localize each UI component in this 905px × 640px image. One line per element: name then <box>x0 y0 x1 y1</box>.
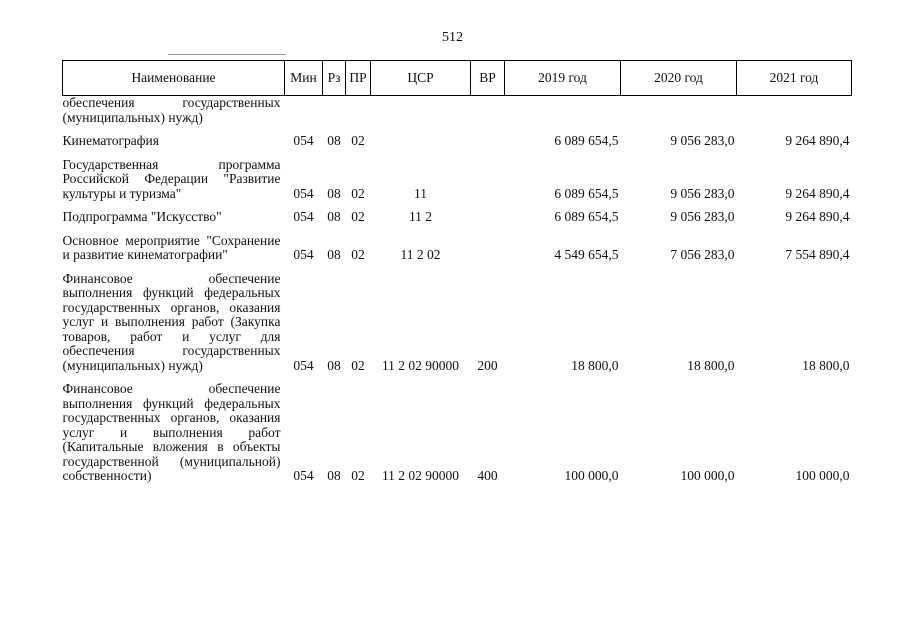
row-value-2021: 7 554 890,4 <box>785 247 850 262</box>
col-header-csr: ЦСР <box>371 61 471 96</box>
row-vr: 400 <box>477 468 498 483</box>
col-header-pr: ПР <box>346 61 371 96</box>
row-min: 054 <box>293 357 314 373</box>
row-csr: 11 2 02 90000 <box>381 357 460 373</box>
row-vr <box>471 158 505 202</box>
row-min <box>285 96 323 126</box>
col-header-name: Наименование <box>63 61 285 96</box>
top-rule <box>168 54 286 55</box>
col-header-min: Мин <box>285 61 323 96</box>
row-vr <box>471 96 505 126</box>
row-value-2021: 9 264 890,4 <box>785 185 850 201</box>
table-header-row <box>63 61 852 96</box>
row-rz: 08 <box>327 133 341 148</box>
row-value-2021 <box>737 96 852 126</box>
row-value-2020: 18 800,0 <box>687 357 735 373</box>
col-header-2021: 2021 год <box>737 61 852 96</box>
row-vr: 200 <box>477 357 498 373</box>
page-number: 512 <box>442 30 463 45</box>
row-rz: 08 <box>327 468 341 483</box>
row-value-2019: 6 089 654,5 <box>554 185 619 201</box>
row-name: Основное мероприятие "Сохранение и развитие кинематографии" <box>62 232 281 262</box>
col-header-rz: Рз <box>323 61 346 96</box>
row-min: 054 <box>293 133 314 148</box>
row-pr: 02 <box>351 247 365 262</box>
row-value-2021: 100 000,0 <box>795 468 850 483</box>
table-row <box>63 382 852 484</box>
row-value-2020: 7 056 283,0 <box>670 247 735 262</box>
row-min: 054 <box>293 247 314 262</box>
row-min: 054 <box>293 209 314 224</box>
col-header-2019: 2019 год <box>505 61 621 96</box>
table-row <box>63 234 852 263</box>
row-name: Финансовое обеспечение выполнения функций федеральных государственных органов, оказания услуг и выполнения работ (Капитальные вложения в объекты государственной (муниципальной) собственности) <box>62 381 281 483</box>
row-pr: 02 <box>351 357 365 373</box>
row-rz: 08 <box>327 357 341 373</box>
row-vr <box>471 210 505 225</box>
budget-table <box>62 60 852 484</box>
row-value-2019: 18 800,0 <box>571 357 619 373</box>
table-row <box>63 210 852 225</box>
row-value-2021: 9 264 890,4 <box>785 209 850 224</box>
row-name: обеспечения государственных (муниципальных) нужд) <box>62 95 281 125</box>
row-rz: 08 <box>327 209 341 224</box>
row-csr: 11 2 <box>408 209 433 224</box>
row-rz: 08 <box>327 185 341 201</box>
table-row <box>63 96 852 126</box>
row-pr: 02 <box>351 133 365 148</box>
row-name: Финансовое обеспечение выполнения функций федеральных государственных органов, оказания услуг и выполнения работ (Закупка товаров, работ и услуг для обеспечения государственных (муниципальных) нужд) <box>62 270 281 373</box>
row-vr <box>471 134 505 149</box>
row-value-2019: 6 089 654,5 <box>554 133 619 148</box>
row-value-2021: 9 264 890,4 <box>785 133 850 148</box>
row-value-2019 <box>505 96 621 126</box>
row-min: 054 <box>293 185 314 201</box>
row-csr: 11 2 02 90000 <box>381 468 460 483</box>
row-value-2021: 18 800,0 <box>802 357 850 373</box>
row-name: Подпрограмма "Искусство" <box>62 209 222 224</box>
table-row <box>63 272 852 374</box>
table-row <box>63 134 852 149</box>
row-pr: 02 <box>351 468 365 483</box>
row-value-2019: 4 549 654,5 <box>554 247 619 262</box>
row-rz: 08 <box>327 247 341 262</box>
row-value-2020 <box>621 96 737 126</box>
row-name: Кинематография <box>62 133 159 148</box>
row-value-2020: 9 056 283,0 <box>670 185 735 201</box>
col-header-2020: 2020 год <box>621 61 737 96</box>
table-row <box>63 158 852 202</box>
row-csr: 11 2 02 <box>400 247 441 262</box>
row-value-2019: 6 089 654,5 <box>554 209 619 224</box>
row-rz <box>323 96 346 126</box>
row-vr <box>471 234 505 263</box>
row-value-2020: 9 056 283,0 <box>670 133 735 148</box>
table-body <box>63 96 852 484</box>
row-pr: 02 <box>351 185 365 201</box>
row-csr <box>371 134 471 149</box>
row-value-2019: 100 000,0 <box>564 468 619 483</box>
row-value-2020: 100 000,0 <box>680 468 735 483</box>
row-name: Государственная программа Российской Федерации "Развитие культуры и туризма" <box>62 156 281 201</box>
row-min: 054 <box>293 468 314 483</box>
row-pr: 02 <box>351 209 365 224</box>
row-csr <box>371 96 471 126</box>
row-value-2020: 9 056 283,0 <box>670 209 735 224</box>
col-header-vr: ВР <box>471 61 505 96</box>
row-pr <box>346 96 371 126</box>
row-csr: 11 <box>414 185 427 201</box>
